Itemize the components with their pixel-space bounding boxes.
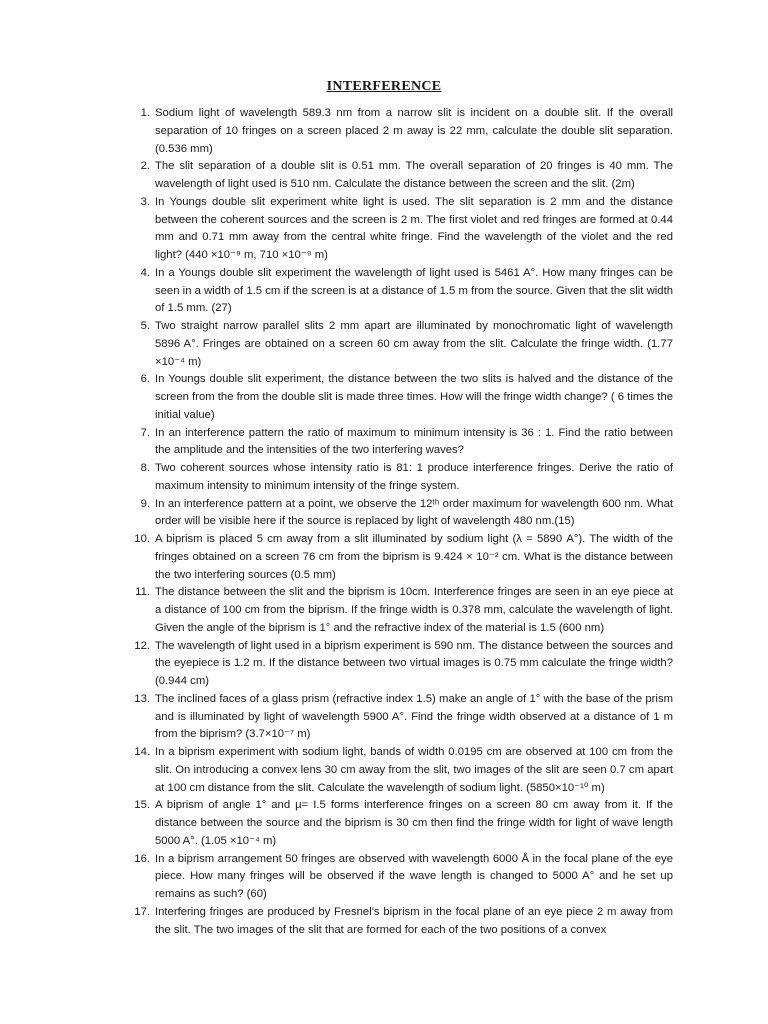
problem-number: 8. (140, 462, 150, 474)
problem-item (128, 904, 673, 940)
problem-item (128, 496, 673, 532)
problem-number: 6. (140, 373, 150, 386)
problem-number: 11. (135, 586, 150, 599)
problem-number: 3. (140, 195, 150, 208)
problem-item (128, 531, 673, 584)
problem-item (128, 265, 673, 318)
problem-number: 7. (140, 426, 150, 439)
problem-number: 14. (134, 746, 150, 758)
problem-text: A biprism of angle 1° and μ= I.5 forms interference fringes on a screen 80 cm away from it. If the distance between the source and the biprism is 30 cm then find the fringe width for light of wave length 5000 A°. (1.05 ×10⁻⁴ m) (155, 799, 673, 847)
problem-number: 1. (140, 107, 150, 119)
problem-number: 15. (134, 799, 150, 812)
problem-number: 10. (134, 533, 150, 545)
problem-item (128, 638, 673, 691)
problem-item (128, 851, 673, 904)
problem-text: In an interference pattern at a point, we observe the 12ᵗʰ order maximum for wavelength 600 nm. What order will be visible here if the source is replaced by light of wavelength 480 nm.(15) (155, 497, 673, 528)
problem-text: A biprism is placed 5 cm away from a slit illuminated by sodium light (λ = 5890 A°). The width of the fringes obtained on a screen 76 cm from the biprism is 9.424 × 10⁻² cm. What is the distance between the two interfering sources (0.5 mm) (155, 533, 673, 581)
problem-text: Interfering fringes are produced by Fresnel's biprism in the focal plane of an eye piece 2 m away from the slit. The two images of the slit that are formed for each of the two positions of a convex (155, 905, 673, 936)
problem-number: 16. (134, 852, 150, 865)
problem-list (128, 105, 673, 939)
problem-number: 12. (134, 639, 150, 652)
problem-number: 5. (140, 320, 150, 332)
problem-text: In a biprism experiment with sodium light, bands of width 0.0195 cm are observed at 100 cm from the slit. On introducing a convex lens 30 cm away from the slit, two images of the slit are seen 0.7 cm apart at 100 cm distance from the slit. Calculate the wavelength of sodium light. (5850×10⁻¹⁰ m) (155, 746, 673, 794)
page-title: INTERFERENCE (326, 79, 442, 94)
problem-text: The inclined faces of a glass prism (refractive index 1.5) make an angle of 1° with the base of the prism and is illuminated by light of wavelength 5900 A°. Find the fringe width observed at a distance of 1 m from the biprism? (3.7×10⁻⁷ m) (155, 692, 673, 741)
problem-text: Two straight narrow parallel slits 2 mm apart are illuminated by monochromatic light of wavelength 5896 A°. Fringes are obtained on a screen 60 cm away from the slit. Calculate the fringe width. (1.77 ×10⁻⁴ m) (155, 320, 673, 368)
problem-item (128, 797, 673, 850)
problem-number: 13. (134, 692, 150, 705)
problem-item (128, 460, 673, 496)
problem-text: Two coherent sources whose intensity ratio is 81: 1 produce interference fringes. Derive the ratio of maximum intensity to minimum intensity of the fringe system. (155, 462, 673, 492)
problem-item (128, 158, 673, 194)
problem-number: 9. (140, 497, 150, 510)
problem-text: In Youngs double slit experiment, the distance between the two slits is halved and the distance of the screen from the from the double slit is made three times. How will the fringe width change? ( 6 times the initial value) (155, 373, 674, 421)
problem-text: The slit separation of a double slit is 0.51 mm. The overall separation of 20 fringes is 40 mm. The wavelength of light used is 510 nm. Calculate the distance between the screen and the slit. (2m) (155, 160, 673, 190)
problem-item (128, 584, 673, 637)
problem-item (128, 318, 673, 371)
problem-item (128, 744, 673, 797)
problem-text: In a Youngs double slit experiment the wavelength of light used is 5461 A°. How many fringes can be seen in a width of 1.5 cm if the screen is at a distance of 1.5 m from the source. Given that the slit width of 1.5 mm. (27) (155, 266, 673, 315)
problem-item (128, 194, 673, 265)
problem-text: Sodium light of wavelength 589.3 nm from a narrow slit is incident on a double slit. If the overall separation of 10 fringes on a screen placed 2 m away is 22 mm, calculate the double slit separation. (0.536 mm) (155, 107, 673, 155)
problem-number: 17. (134, 905, 150, 918)
problem-number: 4. (140, 266, 150, 279)
problem-text: The wavelength of light used in a biprism experiment is 590 nm. The distance between the sources and the eyepiece is 1.2 m. If the distance between two virtual images is 0.75 mm calculate the fringe width? (0.944 cm) (155, 639, 673, 687)
problem-item (128, 105, 673, 158)
problem-item (128, 371, 673, 424)
problem-text: In Youngs double slit experiment white light is used. The slit separation is 2 mm and the distance between the coherent sources and the screen is 2 m. The first violet and red fringes are formed at 0.44 mm and 0.71 mm away from the central white fringe. Find the wavelength of the violet and the red light? (440 ×10⁻⁹ m, 710 ×10⁻⁹ m) (155, 195, 673, 261)
problem-item (128, 425, 673, 461)
problem-text: The distance between the slit and the biprism is 10cm. Interference fringes are seen in an eye piece at a distance of 100 cm from the biprism. If the fringe width is 0.378 mm, calculate the wavelength of light. Given the angle of the biprism is 1° and the refractive index of the material is 1.5 (600 nm) (155, 586, 673, 634)
problem-text: In an interference pattern the ratio of maximum to minimum intensity is 36 : 1. Find the ratio between the amplitude and the intensities of the two interfering waves? (155, 426, 673, 457)
problem-number: 2. (140, 160, 150, 173)
problem-item (128, 691, 673, 744)
problem-text: In a biprism arrangement 50 fringes are observed with wavelength 6000 Å in the focal plane of the eye piece. How many fringes will be observed if the wave length is changed to 5000 A° and he set up remains as such? (60) (155, 852, 673, 900)
